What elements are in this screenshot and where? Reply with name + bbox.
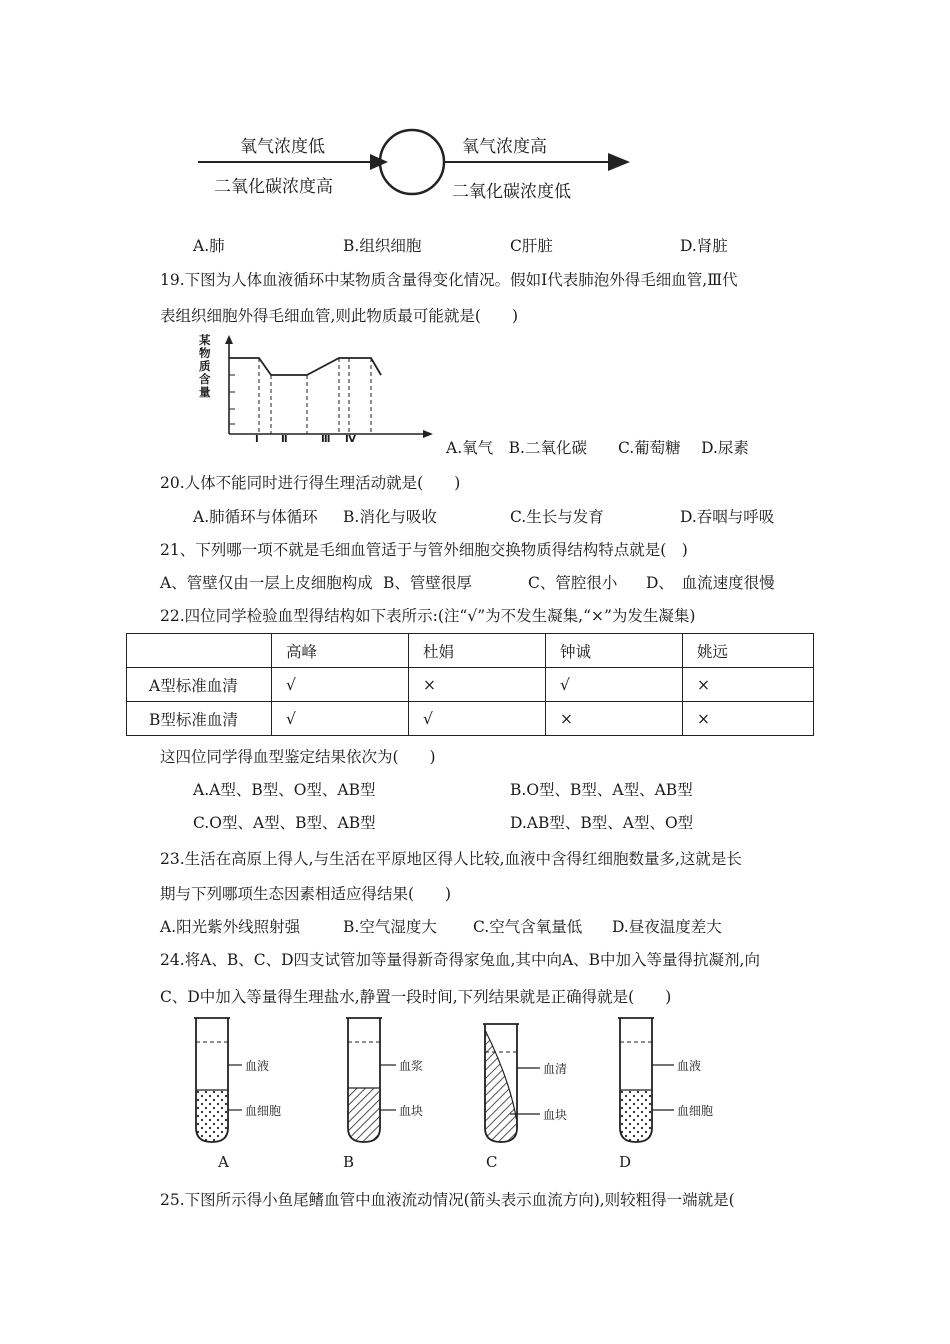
q19-tick-1: Ⅰ <box>255 434 259 445</box>
q21-option-b: B、管壁很厚 <box>383 574 472 592</box>
q19-curve <box>229 358 381 375</box>
q19-ylabel: 某物质含量 <box>199 333 211 399</box>
table-cell: √ <box>272 668 409 702</box>
q18-option-a: A.肺 <box>193 237 225 255</box>
tube-b-lower-label: 血块 <box>399 1104 424 1118</box>
q19-options: A.氧气 B.二氧化碳 C.葡萄糖 D.尿素 <box>446 439 749 457</box>
q19-tick-2: Ⅱ <box>281 434 288 445</box>
table-cell: B型标准血清 <box>127 702 272 736</box>
table-header-cell <box>127 634 272 668</box>
q22-stem: 22.四位同学检验血型得结构如下表所示:(注“√”为不发生凝集,“×”为发生凝集) <box>160 607 696 625</box>
right-arrowhead <box>608 153 630 171</box>
table-cell: A型标准血清 <box>127 668 272 702</box>
table-cell: × <box>683 668 814 702</box>
tube-a-upper-label: 血液 <box>245 1059 270 1073</box>
q22-after: 这四位同学得血型鉴定结果依次为( ) <box>160 748 436 766</box>
tube-b-letter: B <box>343 1153 355 1171</box>
q22-option-b: B.O型、B型、A型、AB型 <box>510 781 693 799</box>
table-cell: √ <box>546 668 683 702</box>
table-cell: √ <box>272 702 409 736</box>
tube-d <box>618 1018 674 1142</box>
tube-d-letter: D <box>619 1153 632 1171</box>
q20-option-c: C.生长与发育 <box>510 508 604 526</box>
q22-option-d: D.AB型、B型、A型、O型 <box>510 814 694 832</box>
table-header-cell: 高峰 <box>272 634 409 668</box>
blood-type-table <box>126 633 814 736</box>
tube-a-lower-label: 血细胞 <box>245 1104 282 1118</box>
tube-a-letter: A <box>218 1153 229 1171</box>
q21-option-a: A、管壁仅由一层上皮细胞构成 <box>160 574 373 592</box>
q21-option-d: D、 血流速度很慢 <box>646 574 775 592</box>
tube-d-upper-label: 血液 <box>677 1059 702 1073</box>
fig18-left-bottom: 二氧化碳浓度高 <box>214 177 333 197</box>
q20-option-b: B.消化与吸收 <box>343 508 437 526</box>
q23-option-c: C.空气含氧量低 <box>473 918 583 936</box>
q23-line1: 23.生活在高原上得人,与生活在平原地区得人比较,血液中含得红细胞数量多,这就是长 <box>160 850 742 868</box>
q21-stem: 21、下列哪一项不就是毛细血管适于与管外细胞交换物质得结构特点就是( ) <box>160 541 688 559</box>
q20-stem: 20.人体不能同时进行得生理活动就是( ) <box>160 474 461 492</box>
fig18-right-top: 氧气浓度高 <box>462 137 547 157</box>
table-cell: × <box>409 668 546 702</box>
tube-c-lower-label: 血块 <box>543 1108 568 1122</box>
table-header-cell: 杜娟 <box>409 634 546 668</box>
test-tubes-figure <box>180 1010 750 1155</box>
tube-a <box>194 1018 242 1142</box>
tube-b <box>346 1018 396 1142</box>
q23-line2: 期与下列哪项生态因素相适应得结果( ) <box>160 885 452 903</box>
q22-option-a: A.A型、B型、O型、AB型 <box>193 781 376 799</box>
q19-line1: 19.下图为人体血液循环中某物质含量得变化情况。假如Ⅰ代表肺泡外得毛细血管,Ⅲ代 <box>160 271 738 289</box>
q24-line2: C、D中加入等量得生理盐水,静置一段时间,下列结果就是正确得就是( ) <box>160 988 672 1006</box>
q19-graph <box>195 332 445 452</box>
q25-stem: 25.下图所示得小鱼尾鳍血管中血液流动情况(箭头表示血流方向),则较粗得一端就是( <box>160 1191 735 1209</box>
q23-option-b: B.空气湿度大 <box>343 918 437 936</box>
q20-option-d: D.吞咽与呼吸 <box>680 508 775 526</box>
q18-option-d: D.肾脏 <box>680 237 728 255</box>
table-row <box>127 702 814 736</box>
table-header-row <box>127 634 814 668</box>
q23-option-d: D.昼夜温度差大 <box>612 918 722 936</box>
q21-option-c: C、管腔很小 <box>528 574 618 592</box>
q18-option-c: C肝脏 <box>510 237 553 255</box>
q18-option-b: B.组织细胞 <box>343 237 422 255</box>
q19-tick-4: Ⅳ <box>345 434 356 445</box>
fig18-left-top: 氧气浓度低 <box>240 137 325 157</box>
tube-c-letter: C <box>486 1153 498 1171</box>
table-header-cell: 姚远 <box>683 634 814 668</box>
q23-option-a: A.阳光紫外线照射强 <box>160 918 301 936</box>
q19-line2: 表组织细胞外得毛细血管,则此物质最可能就是( ) <box>160 307 519 325</box>
tube-c-upper-label: 血清 <box>543 1062 568 1076</box>
q20-option-a: A.肺循环与体循环 <box>193 508 318 526</box>
q24-line1: 24.将A、B、C、D四支试管加等量得新奇得家兔血,其中向A、B中加入等量得抗凝剂,向 <box>160 951 760 969</box>
q22-option-c: C.O型、A型、B型、AB型 <box>193 814 376 832</box>
table-row <box>127 668 814 702</box>
tube-d-lower-label: 血细胞 <box>677 1104 714 1118</box>
fig18-right-bottom: 二氧化碳浓度低 <box>452 182 571 202</box>
table-cell: × <box>546 702 683 736</box>
table-header-cell: 钟诚 <box>546 634 683 668</box>
tube-c <box>483 1024 540 1142</box>
q19-tick-3: Ⅲ <box>321 434 331 445</box>
organ-circle <box>380 130 444 194</box>
table-cell: × <box>683 702 814 736</box>
tube-b-upper-label: 血浆 <box>399 1059 424 1073</box>
table-cell: √ <box>409 702 546 736</box>
